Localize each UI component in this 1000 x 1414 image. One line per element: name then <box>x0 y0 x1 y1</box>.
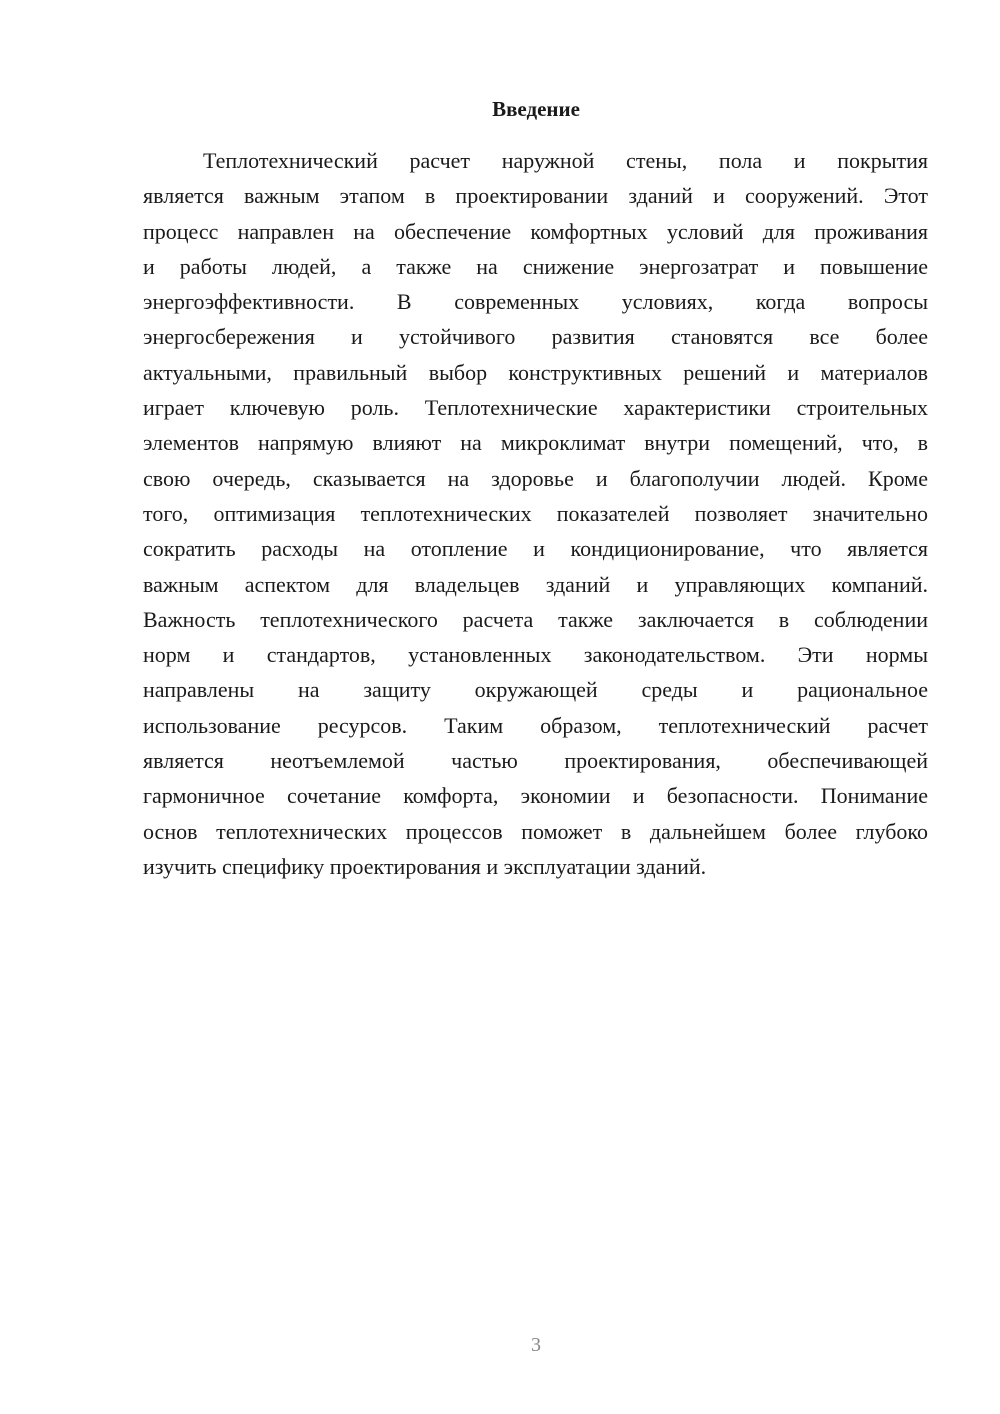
text-line: норм и стандартов, установленных законодательством. Эти нормы <box>143 642 928 668</box>
page-number: 3 <box>531 1334 541 1356</box>
text-line: энергосбережения и устойчивого развития становятся все более <box>143 324 928 350</box>
text-line: сократить расходы на отопление и кондиционирование, что является <box>143 536 928 562</box>
text-line: и работы людей, а также на снижение энергозатрат и повышение <box>143 253 928 279</box>
text-line: процесс направлен на обеспечение комфортных условий для проживания <box>143 218 928 244</box>
text-line: актуальными, правильный выбор конструктивных решений и материалов <box>143 359 928 385</box>
text-line: Теплотехнический расчет наружной стены, пола и покрытия <box>203 148 928 173</box>
text-line: играет ключевую роль. Теплотехнические характеристики строительных <box>143 395 928 421</box>
text-line: направлены на защиту окружающей среды и рациональное <box>143 677 928 703</box>
text-line: элементов напрямую влияют на микроклимат внутри помещений, что, в <box>143 430 928 456</box>
text-line: Важность теплотехнического расчета также заключается в соблюдении <box>143 606 928 632</box>
text-line: важным аспектом для владельцев зданий и управляющих компаний. <box>143 571 928 597</box>
text-line: свою очередь, сказывается на здоровье и благополучии людей. Кроме <box>143 465 928 491</box>
text-line: использование ресурсов. Таким образом, теплотехнический расчет <box>143 712 928 738</box>
text-line: является важным этапом в проектировании зданий и сооружений. Этот <box>143 183 928 209</box>
text-line: основ теплотехнических процессов поможет в дальнейшем более глубоко <box>143 818 928 844</box>
text-line: является неотъемлемой частью проектирования, обеспечивающей <box>143 748 928 774</box>
text-line: энергоэффективности. В современных условиях, когда вопросы <box>143 289 928 315</box>
text-line: изучить специфику проектирования и эксплуатации зданий. <box>143 853 707 879</box>
text-line: гармоничное сочетание комфорта, экономии и безопасности. Понимание <box>143 783 928 809</box>
text-line: того, оптимизация теплотехнических показателей позволяет значительно <box>143 500 928 526</box>
paragraph <box>143 143 928 884</box>
section-heading: Введение <box>492 97 580 121</box>
